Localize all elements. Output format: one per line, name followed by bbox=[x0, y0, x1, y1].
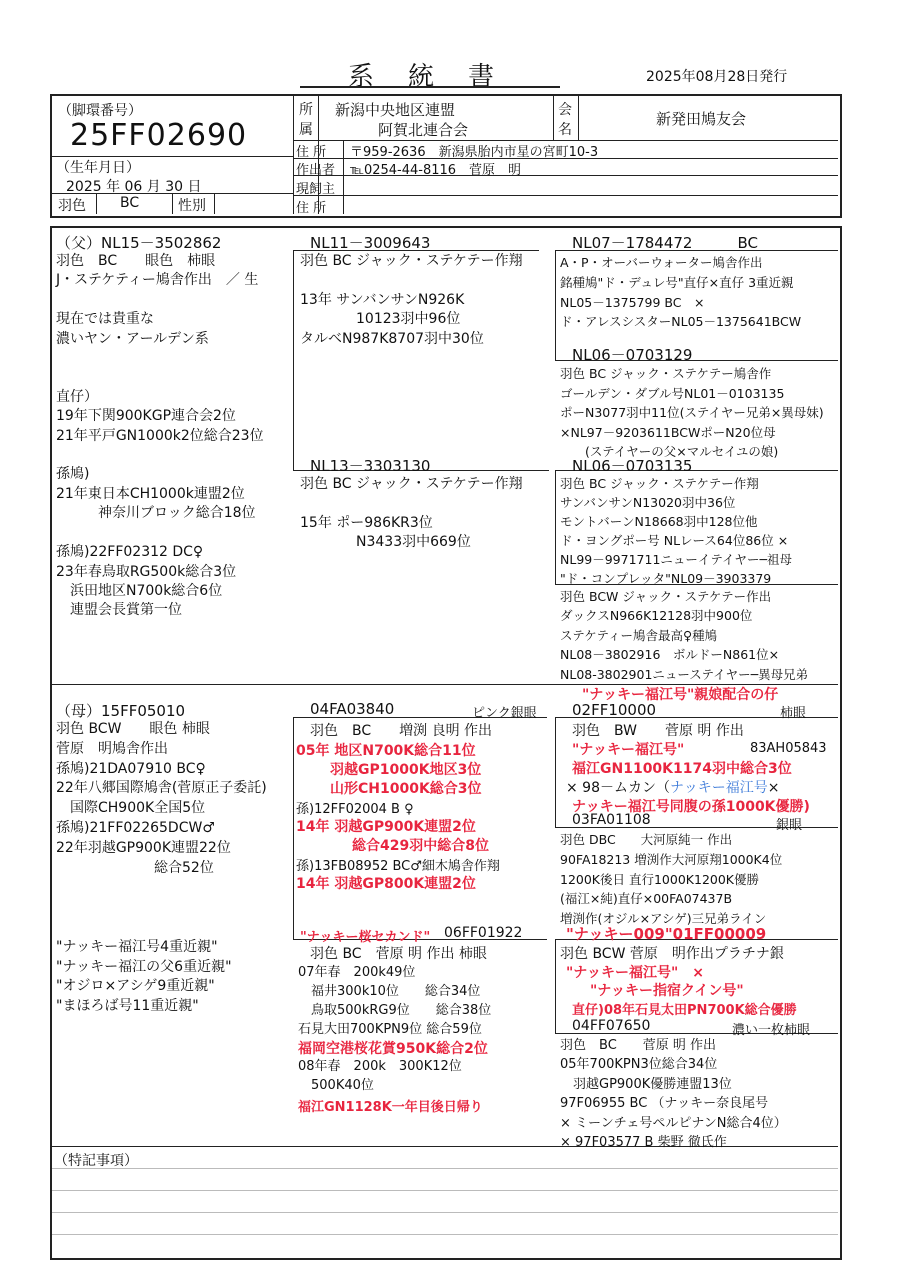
dam-sire-sire-id: 02FF10000 bbox=[572, 701, 657, 719]
sire-id: （父）NL15－3502862 bbox=[56, 234, 222, 252]
sire-line: 浜田地区N700k総合6位 bbox=[56, 582, 223, 599]
dam-dam-sire-record-3: 直仔)08年石見太田PN700K総合優勝 bbox=[572, 1003, 797, 1018]
sire-sire-dam-line: ポーN3077羽中11位(ステイヤー兄弟×異母妹) bbox=[560, 405, 824, 421]
dam-sire-record-4: 14年 羽越GP900K連盟2位 bbox=[296, 819, 476, 835]
dam-detail bbox=[56, 720, 267, 1017]
affiliation-line-1: 新潟中央地区連盟 bbox=[335, 101, 456, 119]
sire-line: 23年春鳥取RG500k総合3位 bbox=[56, 563, 237, 580]
sire-sire-dam-line: ゴールデン・ダブル号NL01－0103135 bbox=[560, 385, 785, 401]
dam-line: 菅原 明鳩舎作出 bbox=[56, 740, 168, 757]
sire-dam-sire-line: サンバンサンN13020羽中36位 bbox=[560, 495, 736, 510]
sire-line bbox=[56, 368, 264, 387]
sire-detail bbox=[56, 252, 264, 621]
dam-dam-dam-line: 羽色 BC 菅原 明 作出 bbox=[560, 1038, 717, 1053]
dam-sire-dam-line: 1200K後日 直行1000K1200K優勝 bbox=[560, 871, 759, 887]
sire-line: 神奈川ブロック総合18位 bbox=[56, 505, 256, 522]
sire-line: 21年東日本CH1000k連盟2位 bbox=[56, 485, 245, 502]
dam-sire-dam-line: (福江×純)直仔×00FA07437B bbox=[560, 891, 733, 907]
dam-sire-sire-record-2: 福江GN1100K1174羽中総合3位 bbox=[572, 761, 792, 777]
sire-line: 連盟会長賞第一位 bbox=[56, 602, 182, 619]
sire-sire-sire-line: 銘種鳩"ド・デュレ号"直仔×直仔 3重近親 bbox=[560, 274, 794, 290]
dam-line: 孫鳩)21FF02265DCW♂ bbox=[56, 819, 215, 836]
ring-number-label: （脚環番号） bbox=[58, 103, 142, 119]
sire-sire-dam-line: (ステイヤーの父×マルセイユの娘) bbox=[560, 444, 779, 460]
sire-sire-detail bbox=[300, 252, 523, 349]
birth-date: 2025 年 06 月 30 日 bbox=[66, 179, 202, 195]
dam-sire-sire-record-3: ナッキー福江号同腹の孫1000K優勝) bbox=[572, 799, 810, 815]
sire-line: 21年平戸GN1000k2位総合23位 bbox=[56, 427, 264, 444]
club-label-2: 名 bbox=[558, 122, 572, 138]
dam-sire-sire-ring: 83AH05843 bbox=[750, 741, 827, 756]
sire-line: 孫鳩)22FF02312 DC♀ bbox=[56, 544, 204, 561]
dam-dam-line: 07年春 200k49位 bbox=[298, 965, 416, 980]
sire-line bbox=[56, 349, 264, 368]
dam-sire-sire-line2-b: × bbox=[767, 780, 780, 796]
dam-sire-dam-line: 増渕作(オジル×アシゲ)三兄弟ライン bbox=[560, 911, 767, 927]
dam-line bbox=[56, 918, 267, 938]
dam-dam-sire-record-2: "ナッキー指宿クイン号" bbox=[590, 983, 744, 999]
dam-sire-sire-line2-blue: ナッキー福江号 bbox=[670, 780, 768, 796]
sire-sire-dam-line: 羽色 BC ジャック・ステケテー鳩舎作 bbox=[560, 366, 772, 381]
sire-dam-sire-id: NL06－0703135 bbox=[572, 457, 693, 475]
owner-label: 現飼主 bbox=[296, 182, 336, 197]
dam-dam-dam-eye: 濃い一枚柿眼 bbox=[732, 1023, 811, 1038]
dam-id: （母）15FF05010 bbox=[56, 702, 186, 720]
sire-sire-sire-line: ド・アレスシスターNL05－1375641BCW bbox=[560, 314, 802, 330]
dam-sire-sire-line2-a: × 98－ムカン（ bbox=[566, 780, 670, 796]
document-title: 系 統 書 bbox=[348, 62, 499, 92]
sex-label: 性別 bbox=[178, 198, 206, 214]
dam-line: 国際CH900K全国5位 bbox=[56, 800, 206, 817]
birth-date-label: （生年月日） bbox=[56, 160, 140, 176]
dam-dam-line1: 羽色 BC 菅原 明 作出 柿眼 bbox=[310, 946, 487, 962]
sire-dam-line: 羽色 BC ジャック・ステケテー作翔 bbox=[300, 476, 523, 492]
dam-sire-sire-line1: 羽色 BW 菅原 明 作出 bbox=[572, 723, 744, 739]
dam-dam-dam-detail bbox=[560, 1036, 787, 1152]
dam-sire-record-5: 総合429羽中総合8位 bbox=[352, 838, 489, 854]
sire-dam-sire-detail bbox=[560, 474, 792, 588]
sire-line: 直仔） bbox=[56, 388, 98, 405]
dam-dam-dam-id: 04FF07650 bbox=[572, 1018, 651, 1034]
breeder: ℡0254-44-8116 菅原 明 bbox=[350, 163, 522, 178]
dam-sire-sire-record-1: "ナッキー福江号" bbox=[572, 742, 685, 758]
sire-dam-dam-detail bbox=[560, 587, 808, 684]
dam-line: 孫鳩)21DA07910 BC♀ bbox=[56, 760, 206, 777]
dam-dam-dam-line: × ミーンチェ号ペルピナンN総合4位） bbox=[560, 1115, 787, 1131]
sire-dam-line bbox=[300, 494, 523, 513]
dam-line: 羽色 BCW 眼色 柿眼 bbox=[56, 721, 210, 737]
sire-line: 羽色 BC 眼色 柿眼 bbox=[56, 253, 216, 269]
sire-sire-dam-detail bbox=[560, 364, 824, 462]
sire-dam-dam-line: NL08-3802901ニューステイヤー─異母兄弟 bbox=[560, 666, 809, 682]
dam-line: "まほろば号11重近親" bbox=[56, 998, 199, 1015]
dam-dam-record-1: 福岡空港桜花賞950K総合2位 bbox=[298, 1041, 488, 1057]
dam-dam-sire-line1: 羽色 BCW 菅原 明作出プラチナ銀 bbox=[560, 946, 784, 962]
color-label: 羽色 bbox=[58, 198, 86, 214]
dam-dam-dam-line: 05年700KPN3位総合34位 bbox=[560, 1057, 718, 1073]
sire-sire-sire-detail bbox=[560, 253, 801, 332]
dam-sire-sire-caption: "ナッキー福江号"親娘配合の仔 bbox=[582, 687, 779, 703]
sire-sire-sire-line: A・P・オーバーウォーター鳩舎作出 bbox=[560, 255, 763, 270]
sire-line bbox=[56, 524, 264, 543]
dam-line: 総合52位 bbox=[56, 859, 214, 876]
sire-dam-sire-line: "ド・コンプレッタ"NL09－3903379 bbox=[560, 571, 772, 586]
affiliation-label-2: 属 bbox=[299, 122, 313, 138]
dam-sire-line2: 孫)12FF02004 B ♀ bbox=[296, 802, 414, 817]
dam-dam-dam-line: × 97F03577 B 柴野 徹氏作 bbox=[560, 1135, 727, 1151]
dam-sire-dam-line: 90FA18213 増渕作大河原翔1000K4位 bbox=[560, 851, 783, 867]
club-name: 新発田鳩友会 bbox=[656, 110, 747, 128]
dam-sire-dam-eye: 銀眼 bbox=[776, 818, 803, 833]
address: 〒959-2636 新潟県胎内市星の宮町10-3 bbox=[350, 145, 599, 160]
dam-line: 22年八郷国際鳩舎(菅原正子委託) bbox=[56, 780, 267, 797]
dam-dam-detail bbox=[298, 963, 491, 1039]
dam-dam-dam-line: 97F06955 BC （ナッキー奈良尾号 bbox=[560, 1096, 769, 1112]
dam-sire-sire-line2 bbox=[566, 777, 779, 797]
sire-dam-dam-line: 羽色 BCW ジャック・ステケテー作出 bbox=[560, 589, 772, 604]
dam-line: "ナッキー福江の父6重近親" bbox=[56, 958, 232, 975]
dam-sire-id: 04FA03840 bbox=[310, 700, 395, 718]
sire-sire-dam-id: NL06－0703129 bbox=[572, 346, 693, 364]
sire-dam-dam-line: NL08－3802916 ボルドーN861位× bbox=[560, 647, 780, 663]
dam-line: "オジロ×アシゲ9重近親" bbox=[56, 978, 215, 995]
sire-sire-line: 羽色 BC ジャック・ステケテー作翔 bbox=[300, 253, 523, 269]
dam-sire-dam-line: 羽色 DBC 大河原純一 作出 bbox=[560, 832, 733, 847]
sire-dam-sire-line: NL99－9971711ニューイテイヤー─祖母 bbox=[560, 552, 793, 567]
sire-line: 濃いヤン・アールデン系 bbox=[56, 330, 209, 347]
dam-sire-record-6: 14年 羽越GP800K連盟2位 bbox=[296, 876, 476, 892]
issue-date: 2025年08月28日発行 bbox=[646, 69, 788, 85]
dam-sire-dam-id: 03FA01108 bbox=[572, 812, 651, 828]
dam-dam-sire-id: "ナッキー009"01FF00009 bbox=[566, 925, 767, 943]
sire-sire-line: 13年 サンバンサンN926K bbox=[300, 291, 465, 308]
dam-dam-line: 福井300k10位 総合34位 bbox=[298, 984, 481, 999]
dam-line: 22年羽越GP900K連盟22位 bbox=[56, 839, 231, 856]
sire-dam-line: 15年 ポー986KR3位 bbox=[300, 514, 433, 531]
sire-sire-dam-line: ×NL97－9203611BCWポーN20位母 bbox=[560, 424, 776, 440]
sire-sire-line bbox=[300, 271, 523, 290]
affiliation-label-1: 所 bbox=[299, 102, 313, 118]
sire-dam-sire-line: 羽色 BC ジャック・ステケテー作翔 bbox=[560, 476, 759, 491]
sire-sire-line: タルベN987K8707羽中30位 bbox=[300, 330, 484, 347]
sire-sire-line: 10123羽中96位 bbox=[300, 311, 461, 328]
sire-sire-sire-line: NL05－1375799 BC × bbox=[560, 294, 705, 310]
special-notes-label: （特記事項） bbox=[54, 1153, 138, 1169]
ring-number: 25FF02690 bbox=[70, 118, 248, 153]
sire-sire-id: NL11－3009643 bbox=[310, 234, 431, 252]
sire-dam-id: NL13－3303130 bbox=[310, 457, 431, 475]
sire-dam-line: N3433羽中669位 bbox=[300, 534, 471, 551]
dam-dam-dam-line: 羽越GP900K優勝連盟13位 bbox=[560, 1076, 732, 1092]
color-value: BC bbox=[120, 195, 140, 211]
sire-dam-dam-line: ダックスN966K12128羽中900位 bbox=[560, 608, 753, 624]
dam-line bbox=[56, 878, 267, 898]
dam-dam-record-2: 福江GN1128K一年目後日帰り bbox=[298, 1100, 483, 1115]
dam-line: "ナッキー福江号4重近親" bbox=[56, 938, 218, 955]
sire-line: 孫鳩) bbox=[56, 466, 90, 483]
dam-dam-line: 石見大田700KPN9位 総合59位 bbox=[298, 1022, 482, 1037]
dam-sire-sire-eye: 柿眼 bbox=[780, 706, 807, 721]
sire-line: 現在では貴重な bbox=[56, 311, 154, 328]
sire-dam-sire-line: ド・ヨングポー号 NLレース64位86位 × bbox=[560, 533, 789, 548]
sire-line: 19年下関900KGP連合会2位 bbox=[56, 408, 236, 425]
sire-dam-dam-line: ステケティー鳩舎最高♀種鳩 bbox=[560, 627, 718, 643]
dam-sire-eye: ピンク銀眼 bbox=[472, 706, 537, 721]
dam-dam-caption: "ナッキー桜セカンド" bbox=[300, 930, 431, 945]
owner-address-label: 住 所 bbox=[296, 201, 327, 216]
dam-sire-record-2: 羽越GP1000K地区3位 bbox=[330, 762, 482, 778]
dam-dam-2-line: 08年春 200k 300K12位 bbox=[298, 1059, 462, 1074]
club-label-1: 会 bbox=[558, 102, 572, 118]
dam-dam-2-line: 500K40位 bbox=[298, 1078, 374, 1093]
dam-sire-record-1: 05年 地区N700K総合11位 bbox=[296, 743, 476, 759]
sire-sire-sire-id: NL07－1784472 BC bbox=[572, 234, 758, 252]
dam-sire-line3: 孫)13FB08952 BC♂細木鳩舎作翔 bbox=[296, 859, 500, 874]
sire-line bbox=[56, 291, 264, 310]
dam-dam-detail-2 bbox=[298, 1057, 462, 1095]
breeder-label: 作出者 bbox=[296, 163, 336, 178]
dam-dam-line: 鳥取500kRG9位 総合38位 bbox=[298, 1003, 492, 1018]
sire-dam-detail bbox=[300, 475, 523, 553]
dam-dam-id: 06FF01922 bbox=[444, 925, 523, 941]
sire-line bbox=[56, 446, 264, 465]
dam-sire-line1: 羽色 BC 増渕 良明 作出 bbox=[310, 723, 493, 739]
address-label: 住 所 bbox=[296, 145, 327, 160]
dam-line bbox=[56, 898, 267, 918]
dam-sire-record-3: 山形CH1000K総合3位 bbox=[330, 781, 482, 797]
sire-dam-sire-line: モントバーンN18668羽中128位他 bbox=[560, 514, 758, 529]
sire-line: J・ステケティー鳩舎作出 ／ 生 bbox=[56, 272, 259, 289]
dam-dam-sire-record-1: "ナッキー福江号" × bbox=[566, 965, 705, 981]
dam-sire-dam-detail bbox=[560, 830, 782, 929]
affiliation-line-2: 阿賀北連合会 bbox=[378, 121, 469, 139]
title-underline bbox=[300, 86, 560, 88]
